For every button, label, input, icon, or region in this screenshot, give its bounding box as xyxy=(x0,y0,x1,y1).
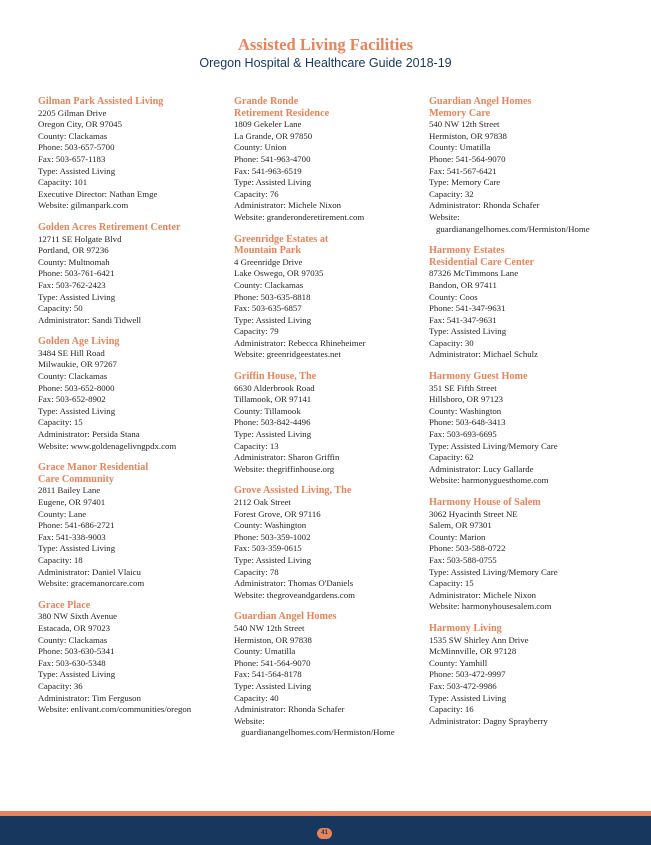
facility-listing xyxy=(38,600,228,716)
facility-detail: Type: Assisted Living/Memory Care xyxy=(429,566,558,577)
facility-detail: Capacity: 16 xyxy=(429,704,474,715)
facility-detail: Capacity: 15 xyxy=(429,578,474,589)
facility-name: Gilman Park Assisted Living xyxy=(38,96,164,107)
facility-name: Harmony Estates Residential Care Center xyxy=(429,245,535,268)
facility-detail: Type: Assisted Living xyxy=(429,692,507,703)
facility-detail: Type: Assisted Living xyxy=(38,669,116,680)
facility-detail: Administrator: Rhonda Schafer xyxy=(429,200,540,211)
facility-detail: Hillsboro, OR 97123 xyxy=(429,394,504,405)
facility-detail: County: Union xyxy=(234,142,287,153)
facility-detail: Milwaukie, OR 97267 xyxy=(38,359,117,370)
facility-detail: Administrator: Rhonda Schafer xyxy=(234,704,345,715)
facility-website-url: guardianangelhomes.com/Hermiston/Home xyxy=(436,223,590,234)
facility-detail: Phone: 503-635-8818 xyxy=(234,291,311,302)
facility-detail: Phone: 503-842-4496 xyxy=(234,417,311,428)
facility-detail: Website: granderonderetirement.com xyxy=(234,211,365,222)
facility-detail: Fax: 541-347-9631 xyxy=(429,314,497,325)
facility-detail: County: Clackamas xyxy=(38,634,108,645)
facility-detail: County: Umatilla xyxy=(234,646,296,657)
facility-detail: Capacity: 78 xyxy=(234,566,279,577)
facility-listing xyxy=(38,96,228,212)
facility-listing xyxy=(429,96,619,235)
facility-detail: Fax: 503-657-1183 xyxy=(38,153,106,164)
facility-detail: Administrator: Daniel Vlaicu xyxy=(38,566,141,577)
facility-detail: Type: Assisted Living xyxy=(234,429,312,440)
facility-detail: Website: www.goldenagelivngpdx.com xyxy=(38,440,177,451)
facility-detail: Website: thegriffinhouse.org xyxy=(234,463,335,474)
page-subtitle: Oregon Hospital & Healthcare Guide 2018-19 xyxy=(199,56,452,70)
facility-detail: Capacity: 30 xyxy=(429,337,474,348)
facility-name: Harmony Living xyxy=(429,622,502,634)
facility-detail: Estacada, OR 97023 xyxy=(38,622,111,633)
facility-detail: 3062 Hyacinth Street NE xyxy=(429,508,518,519)
facility-detail: Capacity: 36 xyxy=(38,680,83,691)
facility-name: Grande Ronde Retirement Residence xyxy=(234,96,330,119)
facility-name: Grace Place xyxy=(38,599,91,611)
facility-detail: Type: Memory Care xyxy=(429,177,501,188)
facility-detail: Fax: 541-564-8178 xyxy=(234,669,302,680)
facility-detail: 12711 SE Holgate Blvd xyxy=(38,233,122,244)
facility-name: Harmony Guest Home xyxy=(429,371,528,383)
facility-name: Greenridge Estates at Mountain Park xyxy=(234,233,329,257)
facility-listing xyxy=(38,336,228,452)
facility-detail: Phone: 503-359-1002 xyxy=(234,531,311,542)
facility-detail: Capacity: 79 xyxy=(234,326,279,337)
facility-detail: Phone: 503-657-5700 xyxy=(38,142,115,153)
facility-detail: County: Umatilla xyxy=(429,142,491,153)
facility-detail: Fax: 503-762-2423 xyxy=(38,279,106,290)
facility-detail: Lake Oswego, OR 97035 xyxy=(234,268,324,279)
facility-detail: Fax: 503-693-6695 xyxy=(429,429,497,440)
facility-detail: Phone: 503-472-9997 xyxy=(429,669,506,680)
facility-detail: Portland, OR 97236 xyxy=(38,245,109,256)
facility-detail: 2205 Gilman Drive xyxy=(38,107,107,118)
listing-column xyxy=(429,96,619,737)
facility-detail: Administrator: Sandi Tidwell xyxy=(38,314,142,325)
facility-listing xyxy=(234,371,424,475)
facility-name: Guardian Angel Homes xyxy=(234,611,337,623)
facility-detail: Capacity: 62 xyxy=(429,452,474,463)
facility-detail: Type: Assisted Living xyxy=(234,177,312,188)
facility-detail: Type: Assisted Living xyxy=(38,165,116,176)
facility-detail: Capacity: 15 xyxy=(38,417,83,428)
facility-detail: County: Lane xyxy=(38,508,87,519)
facility-detail: County: Washington xyxy=(234,520,307,531)
facility-detail: Fax: 541-338-9003 xyxy=(38,531,106,542)
facility-detail: Administrator: Michael Schulz xyxy=(429,349,538,360)
facility-detail: Capacity: 50 xyxy=(38,303,83,314)
facility-detail: Website: enlivant.com/communities/oregon xyxy=(38,704,192,715)
facility-detail: Website: thegroveandgardens.com xyxy=(234,589,355,600)
facility-detail: Fax: 503-359-0615 xyxy=(234,543,302,554)
facility-detail: Phone: 541-564-9070 xyxy=(234,657,311,668)
facility-detail: 380 NW Sixth Avenue xyxy=(38,611,118,622)
facility-listing xyxy=(234,234,424,362)
facility-detail: County: Tillamook xyxy=(234,405,301,416)
facility-detail: Phone: 503-648-3413 xyxy=(429,417,506,428)
facility-name: Griffin House, The xyxy=(234,371,317,383)
facility-detail: Type: Assisted Living xyxy=(234,314,312,325)
facility-listing xyxy=(234,485,424,601)
facility-detail: Hermiston, OR 97838 xyxy=(429,130,507,141)
facility-detail: 6630 Alderbrook Road xyxy=(234,382,315,393)
facility-detail: 87326 McTimmons Lane xyxy=(429,268,519,279)
facility-detail: Administrator: Sharon Griffin xyxy=(234,452,340,463)
facility-detail: 2811 Bailey Lane xyxy=(38,485,101,496)
facility-detail: Phone: 503-761-6421 xyxy=(38,268,115,279)
listing-column xyxy=(234,96,424,749)
facility-detail: Website: harmonyguesthome.com xyxy=(429,475,549,486)
facility-detail: Hermiston, OR 97838 xyxy=(234,634,312,645)
facility-detail: Website: xyxy=(429,211,460,222)
facility-detail: 540 NW 12th Street xyxy=(234,622,305,633)
facility-detail: Type: Assisted Living xyxy=(429,326,507,337)
facility-detail: Administrator: Rebecca Rhineheimer xyxy=(234,337,366,348)
facility-detail: 3484 SE Hill Road xyxy=(38,347,105,358)
facility-name: Grove Assisted Living, The xyxy=(234,485,352,497)
facility-website-url: guardianangelhomes.com/Hermiston/Home xyxy=(241,727,395,738)
facility-detail: Website: gracemanorcare.com xyxy=(38,578,145,589)
facility-detail: Administrator: Michele Nixon xyxy=(234,200,342,211)
facility-detail: Website: gilmanpark.com xyxy=(38,200,129,211)
facility-detail: Fax: 503-472-9986 xyxy=(429,680,497,691)
facility-detail: Phone: 503-588-0722 xyxy=(429,543,506,554)
facility-listing xyxy=(429,371,619,487)
facility-detail: Salem, OR 97301 xyxy=(429,520,492,531)
facility-detail: Capacity: 13 xyxy=(234,440,279,451)
facility-name: Golden Acres Retirement Center xyxy=(38,221,181,233)
facility-detail: Fax: 541-963-6519 xyxy=(234,165,302,176)
facility-detail: 4 Greenridge Drive xyxy=(234,256,303,267)
facility-detail: County: Clackamas xyxy=(38,130,108,141)
facility-listing xyxy=(429,497,619,613)
facility-listing xyxy=(38,462,228,590)
facility-detail: Type: Assisted Living xyxy=(38,405,116,416)
facility-detail: Fax: 503-588-0755 xyxy=(429,554,497,565)
facility-detail: Fax: 503-652-8902 xyxy=(38,394,106,405)
facility-detail: County: Washington xyxy=(429,405,502,416)
facility-detail: Type: Assisted Living xyxy=(234,554,312,565)
facility-detail: Phone: 541-686-2721 xyxy=(38,520,115,531)
page-number-badge: 41 xyxy=(317,828,332,839)
facility-name: Golden Age Living xyxy=(38,336,120,348)
facility-detail: Oregon City, OR 97045 xyxy=(38,119,122,130)
facility-detail: Administrator: Dagny Sprayberry xyxy=(429,715,548,726)
facility-detail: La Grande, OR 97850 xyxy=(234,130,313,141)
facility-detail: Type: Assisted Living xyxy=(38,291,116,302)
facility-detail: Tillamook, OR 97141 xyxy=(234,394,312,405)
facility-detail: McMinnville, OR 97128 xyxy=(429,646,517,657)
facility-detail: County: Clackamas xyxy=(38,371,108,382)
facility-listing xyxy=(234,611,424,739)
facility-detail: Type: Assisted Living xyxy=(234,680,312,691)
facility-detail: Fax: 503-635-6857 xyxy=(234,303,302,314)
facility-detail: Administrator: Tim Ferguson xyxy=(38,692,141,703)
facility-detail: 351 SE Fifth Street xyxy=(429,382,497,393)
facility-detail: County: Marion xyxy=(429,531,486,542)
facility-name: Harmony House of Salem xyxy=(429,497,541,508)
page-title: Assisted Living Facilities xyxy=(237,35,414,54)
facility-detail: Type: Assisted Living xyxy=(38,543,116,554)
facility-detail: Website: xyxy=(234,715,265,726)
facility-listing xyxy=(429,623,619,727)
facility-name: Grace Manor Residential Care Community xyxy=(38,462,149,485)
facility-detail: Administrator: Thomas O'Daniels xyxy=(234,578,354,589)
facility-detail: Website: greenridgeestates.net xyxy=(234,349,341,360)
facility-detail: 1809 Gekeler Lane xyxy=(234,119,302,130)
facility-detail: Bandon, OR 97411 xyxy=(429,279,497,290)
facility-detail: Executive Director: Nathan Emge xyxy=(38,188,158,199)
facility-detail: Eugene, OR 97401 xyxy=(38,497,106,507)
facility-detail: Phone: 541-963-4700 xyxy=(234,153,311,164)
facility-listing xyxy=(429,245,619,361)
facility-detail: Administrator: Michele Nixon xyxy=(429,589,537,600)
facility-detail: Type: Assisted Living/Memory Care xyxy=(429,440,558,451)
facility-detail: Capacity: 40 xyxy=(234,692,279,703)
facility-detail: Phone: 541-564-9070 xyxy=(429,153,506,164)
facility-detail: Phone: 503-652-8000 xyxy=(38,382,115,393)
facility-listing xyxy=(234,96,424,224)
facility-detail: Phone: 503-630-5341 xyxy=(38,646,115,657)
facility-detail: County: Coos xyxy=(429,291,478,302)
listing-column xyxy=(38,96,228,726)
facility-detail: Administrator: Lucy Gallarde xyxy=(429,463,534,474)
facility-detail: Fax: 503-630-5348 xyxy=(38,657,106,668)
facility-detail: County: Yamhill xyxy=(429,657,488,668)
facility-detail: Administrator: Persida Stana xyxy=(38,429,140,440)
facility-detail: Phone: 541-347-9631 xyxy=(429,303,506,314)
facility-detail: Forest Grove, OR 97116 xyxy=(234,508,321,519)
facility-detail: 2112 Oak Street xyxy=(234,497,291,507)
facility-name: Guardian Angel Homes Memory Care xyxy=(429,96,532,119)
facility-detail: 540 NW 12th Street xyxy=(429,119,500,130)
facility-detail: Capacity: 76 xyxy=(234,188,279,199)
facility-detail: Capacity: 18 xyxy=(38,554,83,565)
facility-detail: 1535 SW Shirley Ann Drive xyxy=(429,634,529,645)
facility-detail: County: Clackamas xyxy=(234,279,304,290)
facility-detail: County: Multnomah xyxy=(38,256,110,267)
facility-listing xyxy=(38,222,228,326)
facility-detail: Website: harmonyhousesalem.com xyxy=(429,601,552,612)
facility-detail: Fax: 541-567-6421 xyxy=(429,165,497,176)
facility-detail: Capacity: 32 xyxy=(429,188,474,199)
facility-detail: Capacity: 101 xyxy=(38,177,88,188)
